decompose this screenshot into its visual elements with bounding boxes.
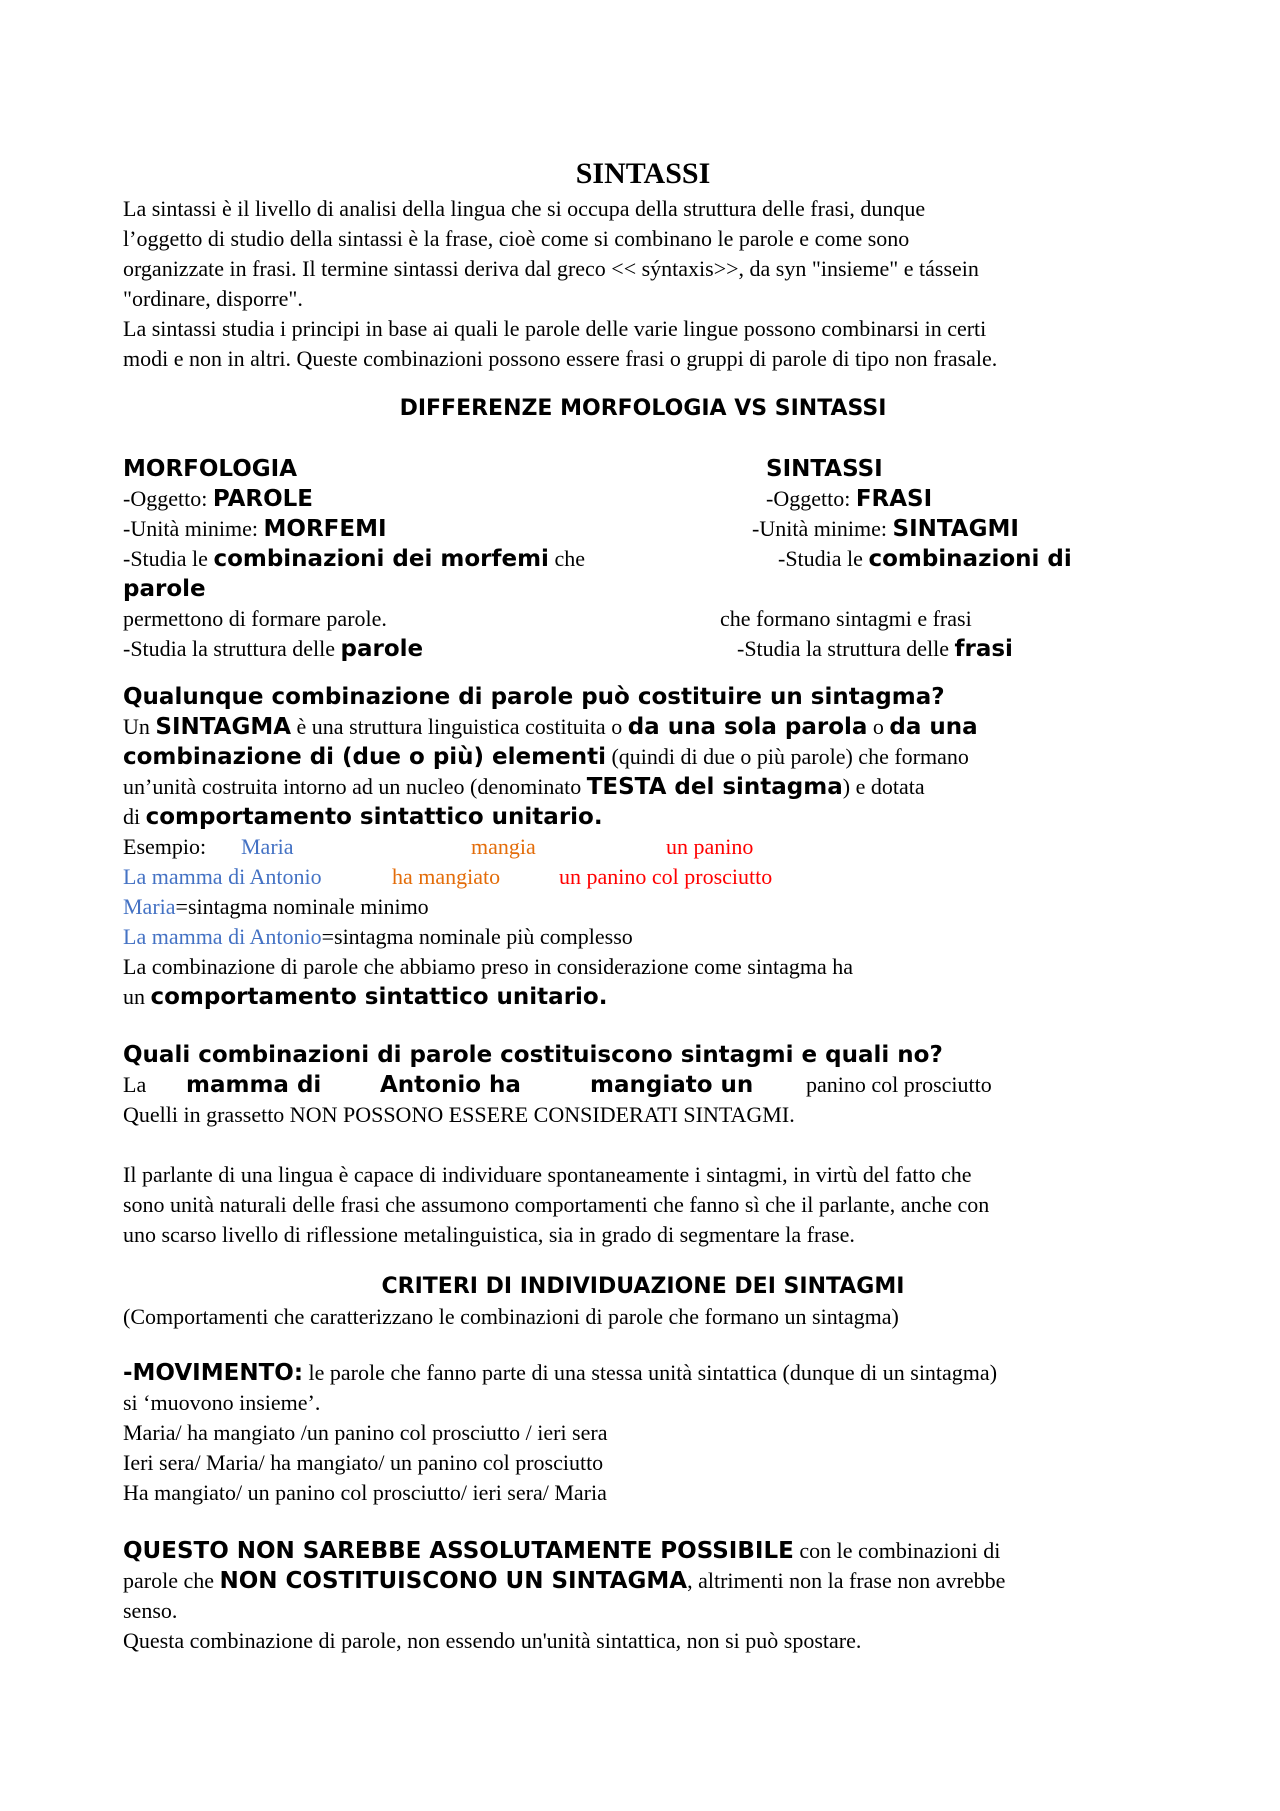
studia-value: combinazioni di: [868, 546, 1072, 572]
sintagma-question: Qualunque combinazione di parole può costituire un sintagma?: [123, 684, 945, 710]
intro-line: modi e non in altri. Queste combinazioni possono essere frasi o gruppi di parole di tipo non frasale.: [123, 346, 998, 371]
comparison-row-studia: [123, 544, 1163, 574]
comparison-table: [123, 454, 1163, 664]
page-title: SINTASSI: [575, 157, 711, 190]
intro-line: La sintassi è il livello di analisi della lingua che si occupa della struttura delle frasi, dunque: [123, 196, 926, 221]
studia-wrap: parole: [123, 576, 206, 602]
criteri-heading: CRITERI DI INDIVIDUAZIONE DEI SINTAGMI: [381, 1274, 905, 1299]
sintagma-line: Un SINTAGMA è una struttura linguistica costituita o da una sola parola o da una: [123, 714, 978, 740]
example-word-verb: ha mangiato: [392, 864, 501, 889]
studia-cont: che formano sintagmi e frasi: [720, 606, 972, 631]
definition-line: La mamma di Antonio=sintagma nominale più complesso: [123, 924, 633, 949]
movimento-example: Ieri sera/ Maria/ ha mangiato/ un panino col prosciutto: [123, 1450, 604, 1475]
example-row-2: [123, 862, 1163, 892]
sintagma-line: un’unità costruita intorno ad un nucleo (denominato TESTA del sintagma) e dotata: [123, 774, 925, 800]
quali-word-bold: mamma di: [186, 1072, 322, 1098]
quali-word: panino col prosciutto: [806, 1072, 992, 1097]
movimento-example: Maria/ ha mangiato /un panino col prosciutto / ieri sera: [123, 1420, 608, 1445]
document-page: [123, 150, 1163, 1656]
comparison-row-unita: [123, 514, 1163, 544]
example-label: Esempio:: [123, 834, 207, 859]
morfologia-title: MORFOLOGIA: [123, 456, 298, 482]
oggetto-label: -Oggetto:: [766, 486, 856, 511]
example-word-object: un panino: [666, 834, 754, 859]
parlante-line: sono unità naturali delle frasi che assumono comportamenti che fanno sì che il parlante, anche con: [123, 1192, 990, 1217]
parlante-paragraph: [123, 1160, 1163, 1250]
movimento-line: -MOVIMENTO: le parole che fanno parte di una stessa unità sintattica (dunque di un sintagma): [123, 1360, 998, 1386]
example-word-subject: La mamma di Antonio: [123, 864, 322, 889]
quali-word-bold: mangiato un: [590, 1072, 754, 1098]
struttura-value: frasi: [954, 636, 1013, 662]
studia-cont: permettono di formare parole.: [123, 606, 387, 631]
movimento-example: Ha mangiato/ un panino col prosciutto/ ieri sera/ Maria: [123, 1480, 607, 1505]
struttura-value: parole: [340, 636, 424, 662]
final-line: Questa combinazione di parole, non essendo un'unità sintattica, non si può spostare.: [123, 1628, 862, 1653]
example-word-object: un panino col prosciutto: [559, 864, 773, 889]
intro-line: La sintassi studia i principi in base ai quali le parole delle varie lingue possono combinarsi in certi: [123, 316, 987, 341]
example-word-subject: Maria: [241, 834, 294, 859]
struttura-label: -Studia la struttura delle: [737, 636, 955, 661]
criteri-subtitle: (Comportamenti che caratterizzano le combinazioni di parole che formano un sintagma): [123, 1304, 899, 1329]
quali-note: Quelli in grassetto NON POSSONO ESSERE CONSIDERATI SINTAGMI.: [123, 1102, 795, 1127]
studia-after: che: [548, 546, 585, 571]
final-line: parole che NON COSTITUISCONO UN SINTAGMA, altrimenti non la frase non avrebbe: [123, 1568, 1006, 1594]
sintagma-line: di comportamento sintattico unitario.: [123, 804, 603, 830]
unita-label: -Unità minime:: [752, 516, 893, 541]
intro-line: organizzate in frasi. Il termine sintassi deriva dal greco << sýntaxis>>, da syn "insieme" e tássein: [123, 256, 979, 281]
struttura-label: -Studia la struttura delle: [123, 636, 341, 661]
conclusion-line: La combinazione di parole che abbiamo preso in considerazione come sintagma ha: [123, 954, 853, 979]
studia-value: combinazioni dei morfemi: [213, 546, 549, 572]
sintassi-title: SINTASSI: [766, 456, 883, 482]
unita-value: MORFEMI: [263, 516, 387, 542]
quali-words-row: [123, 1070, 1163, 1100]
parlante-line: uno scarso livello di riflessione metalinguistica, sia in grado di segmentare la frase.: [123, 1222, 855, 1247]
studia-label: -Studia le: [123, 546, 214, 571]
comparison-row-studia-wrap: [123, 574, 1163, 604]
unita-label: -Unità minime:: [123, 516, 264, 541]
intro-paragraph: [123, 194, 1163, 374]
intro-line: "ordinare, disporre".: [123, 286, 303, 311]
quali-word: La: [123, 1072, 147, 1097]
quali-question: Quali combinazioni di parole costituiscono sintagmi e quali no?: [123, 1042, 943, 1068]
oggetto-label: -Oggetto:: [123, 486, 213, 511]
studia-label: -Studia le: [778, 546, 869, 571]
final-line: QUESTO NON SAREBBE ASSOLUTAMENTE POSSIBILE con le combinazioni di: [123, 1538, 1001, 1564]
oggetto-value: FRASI: [855, 486, 933, 512]
movimento-label: -MOVIMENTO:: [123, 1360, 304, 1386]
example-row-1: [123, 832, 1163, 862]
sintagma-line: combinazione di (due o più) elementi (quindi di due o più parole) che formano: [123, 744, 969, 770]
unita-value: SINTAGMI: [892, 516, 1019, 542]
oggetto-value: PAROLE: [212, 486, 314, 512]
definition-line: Maria=sintagma nominale minimo: [123, 894, 429, 919]
movimento-line: si ‘muovono insieme’.: [123, 1390, 321, 1415]
quali-word-bold: Antonio ha: [380, 1072, 521, 1098]
parlante-line: Il parlante di una lingua è capace di individuare spontaneamente i sintagmi, in virtù del fatto che: [123, 1162, 972, 1187]
example-word-verb: mangia: [471, 834, 536, 859]
comparison-row-oggetto: [123, 484, 1163, 514]
final-line: senso.: [123, 1598, 178, 1623]
conclusion-line: un comportamento sintattico unitario.: [123, 984, 608, 1010]
comparison-row-struttura: [123, 634, 1163, 664]
comparison-row-titles: [123, 454, 1163, 484]
differences-heading: DIFFERENZE MORFOLOGIA VS SINTASSI: [399, 396, 887, 421]
comparison-row-studia-cont: [123, 604, 1163, 634]
intro-line: l’oggetto di studio della sintassi è la frase, cioè come si combinano le parole e come sono: [123, 226, 910, 251]
